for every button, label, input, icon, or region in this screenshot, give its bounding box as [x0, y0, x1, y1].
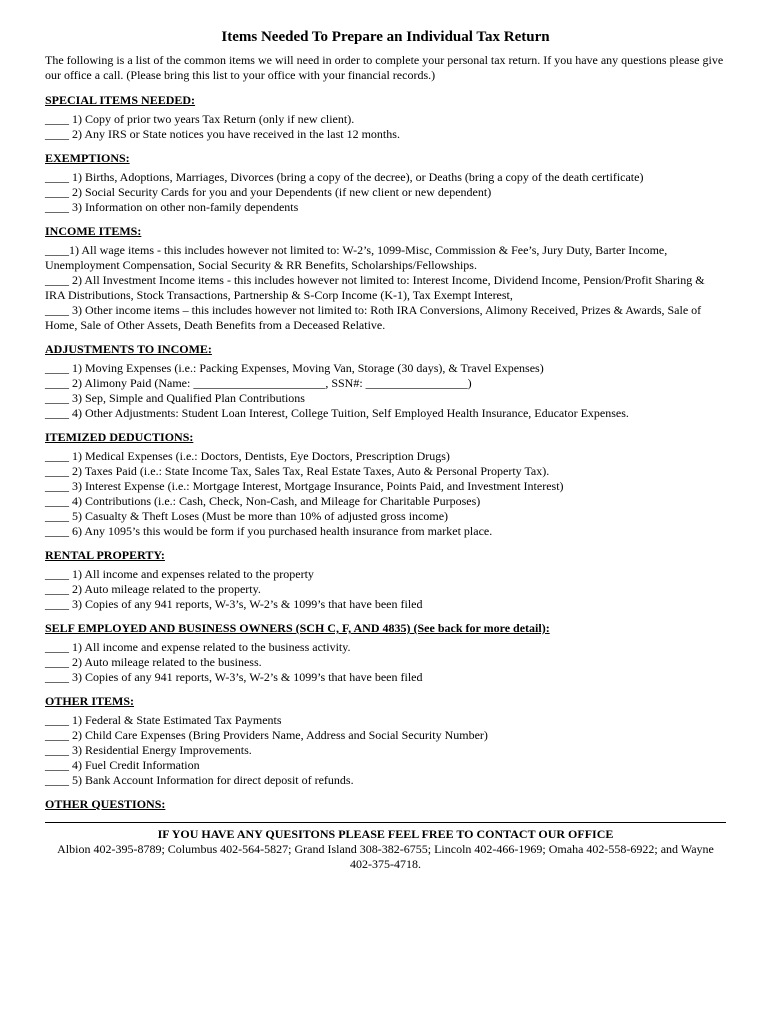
- section: [45, 93, 726, 142]
- checklist-item: ____ 1) All income and expense related to the business activity.: [45, 640, 351, 654]
- section-heading: OTHER ITEMS:: [45, 694, 135, 708]
- checklist-item: ____ 4) Other Adjustments: Student Loan Interest, College Tuition, Self Employed Health Insurance, Educator Expenses.: [45, 406, 629, 420]
- section-heading: RENTAL PROPERTY:: [45, 548, 165, 562]
- section: [45, 694, 726, 788]
- section-heading: EXEMPTIONS:: [45, 151, 130, 165]
- section-heading: INCOME ITEMS:: [45, 224, 142, 238]
- checklist-item: ____ 2) Any IRS or State notices you have received in the last 12 months.: [45, 127, 400, 141]
- checklist-item: ____ 3) Copies of any 941 reports, W-3’s, W-2’s & 1099’s that have been filed: [45, 597, 423, 611]
- section: [45, 548, 726, 612]
- section: [45, 151, 726, 215]
- intro-paragraph: The following is a list of the common items we will need in order to complete your personal tax return. If you have any questions please give our office a call. (Please bring this list to your office with your financial records.): [45, 53, 724, 82]
- checklist-item: ____ 3) Other income items – this includes however not limited to: Roth IRA Conversions, Alimony Received, Prizes & Awards, Sale of Home, Sale of Other Assets, Death Benefits from a Deceased Relative.: [45, 303, 702, 332]
- checklist-item: ____ 2) Auto mileage related to the business.: [45, 655, 262, 669]
- checklist-item: ____ 2) Child Care Expenses (Bring Providers Name, Address and Social Security Number): [45, 728, 488, 742]
- checklist-item: ____ 3) Copies of any 941 reports, W-3’s, W-2’s & 1099’s that have been filed: [45, 670, 423, 684]
- section: [45, 342, 726, 421]
- checklist-item: ____1) All wage items - this includes however not limited to: W-2’s, 1099-Misc, Commission & Fee’s, Jury Duty, Barter Income, Unemployment Compensation, Social Security & RR Benefits, Scholarships/Fellowships.: [45, 243, 668, 272]
- checklist-item: ____ 1) All income and expenses related to the property: [45, 567, 314, 581]
- section-heading: ITEMIZED DEDUCTIONS:: [45, 430, 194, 444]
- section-heading: SPECIAL ITEMS NEEDED:: [45, 93, 196, 107]
- checklist-item: ____ 5) Casualty & Theft Loses (Must be more than 10% of adjusted gross income): [45, 509, 449, 523]
- checklist-item: ____ 1) Federal & State Estimated Tax Payments: [45, 713, 282, 727]
- checklist-item: ____ 1) Copy of prior two years Tax Return (only if new client).: [45, 112, 355, 126]
- section: [45, 621, 726, 685]
- contact-phone-list: Albion 402-395-8789; Columbus 402-564-5827; Grand Island 308-382-6755; Lincoln 402-466-1969; Omaha 402-558-6922; and Wayne 402-375-4718.: [57, 842, 714, 871]
- checklist-item: ____ 6) Any 1095’s this would be form if you purchased health insurance from market place.: [45, 524, 493, 538]
- checklist-item: ____ 2) Social Security Cards for you and your Dependents (if new client or new dependent): [45, 185, 492, 199]
- divider-line: [45, 822, 726, 823]
- checklist-item: ____ 1) Medical Expenses (i.e.: Doctors, Dentists, Eye Doctors, Prescription Drugs): [45, 449, 450, 463]
- section: [45, 224, 726, 333]
- section: [45, 797, 726, 812]
- checklist-item: ____ 5) Bank Account Information for direct deposit of refunds.: [45, 773, 354, 787]
- checklist-item: ____ 3) Interest Expense (i.e.: Mortgage Interest, Mortgage Insurance, Points Paid, and Investment Interest): [45, 479, 564, 493]
- checklist-item: ____ 3) Residential Energy Improvements.: [45, 743, 252, 757]
- sections-container: [45, 93, 726, 812]
- checklist-item: ____ 1) Moving Expenses (i.e.: Packing Expenses, Moving Van, Storage (30 days), & Travel Expenses): [45, 361, 544, 375]
- checklist-item: ____ 2) All Investment Income items - this includes however not limited to: Interest Income, Dividend Income, Pension/Profit Sharing & IRA Distributions, Stock Transactions, Partnership & S-Corp Income (K-1), Tax Exempt Interest,: [45, 273, 705, 302]
- checklist-item: ____ 2) Auto mileage related to the property.: [45, 582, 261, 596]
- section-heading: OTHER QUESTIONS:: [45, 797, 166, 811]
- checklist-item: ____ 4) Contributions (i.e.: Cash, Check, Non-Cash, and Mileage for Charitable Purposes): [45, 494, 481, 508]
- checklist-item: ____ 3) Sep, Simple and Qualified Plan Contributions: [45, 391, 305, 405]
- contact-heading: IF YOU HAVE ANY QUESITONS PLEASE FEEL FREE TO CONTACT OUR OFFICE: [157, 827, 614, 841]
- checklist-item: ____ 2) Taxes Paid (i.e.: State Income Tax, Sales Tax, Real Estate Taxes, Auto & Personal Property Tax).: [45, 464, 550, 478]
- section-heading: ADJUSTMENTS TO INCOME:: [45, 342, 212, 356]
- section-heading: SELF EMPLOYED AND BUSINESS OWNERS (SCH C, F, AND 4835) (See back for more detail):: [45, 621, 550, 635]
- document-title: Items Needed To Prepare an Individual Tax Return: [221, 29, 550, 45]
- section: [45, 430, 726, 539]
- checklist-item: ____ 3) Information on other non-family dependents: [45, 200, 299, 214]
- checklist-item: ____ 2) Alimony Paid (Name: ______________________, SSN#: _________________): [45, 376, 472, 390]
- checklist-item: ____ 1) Births, Adoptions, Marriages, Divorces (bring a copy of the decree), or Deaths (bring a copy of the death certificate): [45, 170, 644, 184]
- checklist-item: ____ 4) Fuel Credit Information: [45, 758, 200, 772]
